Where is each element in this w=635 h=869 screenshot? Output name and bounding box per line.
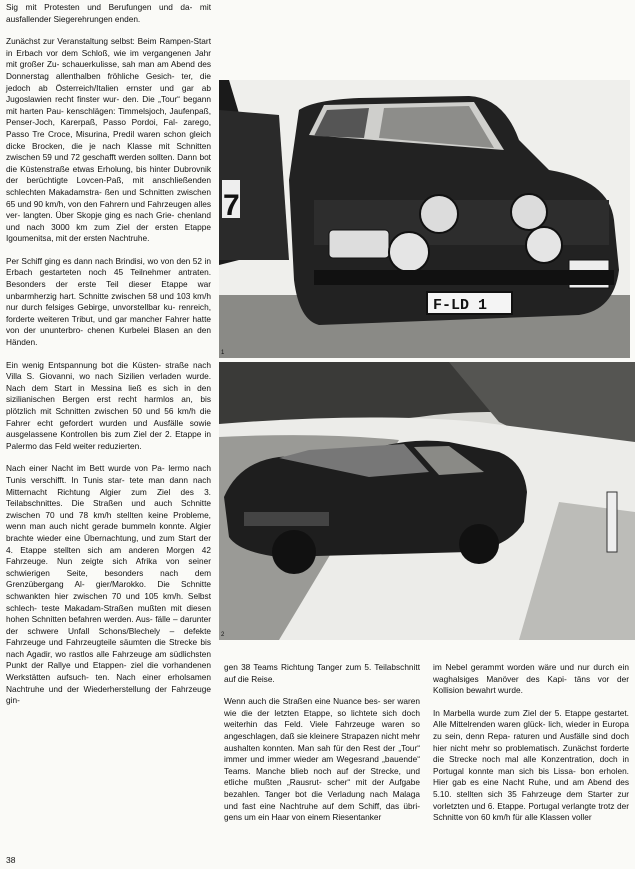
photo-1-number: 1 [221, 350, 225, 356]
right-paragraph-1: im Nebel gerammt worden wäre und nur durch ein waghalsiges Manöver des Kapi- täns vor der Kollision bewahrt wurde. [433, 662, 629, 696]
license-plate-text: F-LD 1 [433, 297, 488, 314]
left-paragraph-3: Per Schiff ging es dann nach Brindisi, wo von den 52 in Erbach gestarteten noch 45 Teilnehmer antraten. Besonders der erste Teil dieser Etappe war unbarmherzig hart. Schnitte zwischen 58 und 103 km/h nur durch felsiges Gebirge, unvorstellbar ku- renreich, forderte weiteren Tribut, und gar mancher Fahrer hatte von der ununterbro- chenen Kurbelei Blasen an den Händen. [6, 255, 211, 348]
middle-paragraph-1: gen 38 Teams Richtung Tanger zum 5. Teilabschnitt auf die Reise. [224, 662, 420, 684]
left-paragraph-4: Ein wenig Entspannung bot die Küsten- straße nach Villa S. Giovanni, wo nach Sizilien verladen wurde. Nach dem Start in Messina ließ es sich in den sizilianischen Bergen erst recht harmlos an, bis plötzlich mit Schnitten zwischen 50 und 56 km/h die Fahrer echt gefordert wurden und Ausfälle sowie ausgelassene Kontrollen bis zum Ziel der 2. Etappe in Palermo das Feld weiter reduzierten. [6, 359, 211, 451]
right-text-column [433, 662, 629, 835]
right-headlight [511, 194, 547, 230]
right-paragraph-2: In Marbella wurde zum Ziel der 5. Etappe gestartet. Alle Mittelrenden waren glück- lich, wieder in Europa zu sein, denn Repa- raturen und Ausfälle sind doch hier nicht mehr so problematisch. Zunächst forderte die Strecke noch mal alle Konzentration, doch in Portugal konnte man sich bis Lissa- bon erholen. Hier gab es eine Nacht Ruhe, und am Abend des 5.10. stellten sich 35 Fahrzeuge dem Starter zur vorletzten und 6. Etappe. Portugal verlangte trotz der Schnitte von 60 km/h für alle Klassen voller [433, 707, 629, 823]
rally-car-road-photo [219, 362, 635, 640]
door-number: 7 [223, 189, 240, 222]
left-paragraph-1: Sig mit Protesten und Berufungen und da- mit ausfallender Siegerehrungen enden. [6, 2, 211, 24]
middle-text-column [224, 662, 420, 835]
rally-car-front-illustration [219, 80, 630, 358]
photo-2-number: 2 [221, 632, 225, 638]
left-paragraph-2: Zunächst zur Veranstaltung selbst: Beim Rampen-Start in Erbach vor dem Schloß, wie im vergangenen Jahr mit großer Zu- schauerkulisse, sah man am Abend des Donnerstag allenthalben fröhliche Gesich- ter, die jedoch ab Österreich/Italien ernster und gar ab Jugoslawien recht finster wur- den. Die „Tour“ begann mit harten Pau- kenschlägen: Timmelsjoch, Jaufenpaß, Penser-Joch, Karerpaß, Passo Pordoi, Fal- zarego, Passo Tre Croce, Misurina, Predil waren schon gleich dicke Brocken, die je nach Klasse mit Schnitten zwischen 59 und 72 geschafft werden sollten. Dann bot die Küstenstraße etwas Erholung, bis hinter Dubrovnik der berüchtigte Lovcen-Paß, mit anschließenden schlechten Makadamstra- ßen und Schnitten zwischen 65 und 90 km/h, von den Fahrern und Fahrzeugen alles ver- langten. Über Skopje ging es nach Grie- chenland und nach 3000 km zum Ziel der ersten Etappe Igoumenitsa, mit der ersten Nachtruhe. [6, 36, 211, 244]
left-headlight [420, 195, 458, 233]
page-number: 38 [6, 855, 16, 865]
rally-car-road-illustration [219, 362, 635, 640]
left-paragraph-5: Nach einer Nacht im Bett wurde von Pa- lermo nach Tunis verschifft. In Tunis star- tete man dann nach Mitternacht Richtung Algier zum Ziel des 3. Teilabschnittes. Die Straßen und auch Schnitte zwischen 70 und 78 km/h stellten keine Probleme, wenn man auch nicht gerade bummeln konnte. Algier brachte wieder eine Übernachtung, und zum Start der 4. Etappe stellten sich am anderen Morgen 42 Fahrzeuge. Nun zeigte sich Afrika von seiner schwierigen Seite, besonders nach dem Grenzübergang Al- gier/Marokko. Die Schnitte schwankten hier zwischen 70 und 105 km/h. Selbst schlech- teste Makadam-Straßen mußten mit diesen hohen Schnitten befahren werden. Aus- fälle – darunter der schwere Unfall Schons/Blechely – defekte Fahrzeuge und Fahrzeugteile säumten die Strecke bis nach Agadir, wo rastlos alle Fahrzeuge am südlichsten Punkt der Rallye und Etappen- ziel die vorhandenen Werkstätten aufsuch- ten. Nach einer erholsamen Nachtruhe und der Wiederherstellung der Fahrzeuge gin- [6, 463, 211, 706]
left-text-column [6, 2, 211, 718]
rally-car-front-photo [219, 80, 630, 358]
middle-paragraph-2: Wenn auch die Straßen eine Nuance bes- ser waren wie die der letzten Etappe, so lichtete sich doch weiterhin das Feld. Viele Fahrzeuge waren so angeschlagen, daß sie kleinere Strapazen nicht mehr aushalten konnten. Man sah für den Rest der „Tour“ immer und immer wieder am Wegesrand „bauende“ Teams. Manche blieb noch auf der Strecke, und etliche mußten „Rausrut- scher“ mit der Aufgabe bezahlen. Tanger bot die Verladung nach Malaga und fast eine Nachtruhe auf dem Schiff, das übri- gens um ein Haar von einem Riesentanker [224, 696, 421, 823]
